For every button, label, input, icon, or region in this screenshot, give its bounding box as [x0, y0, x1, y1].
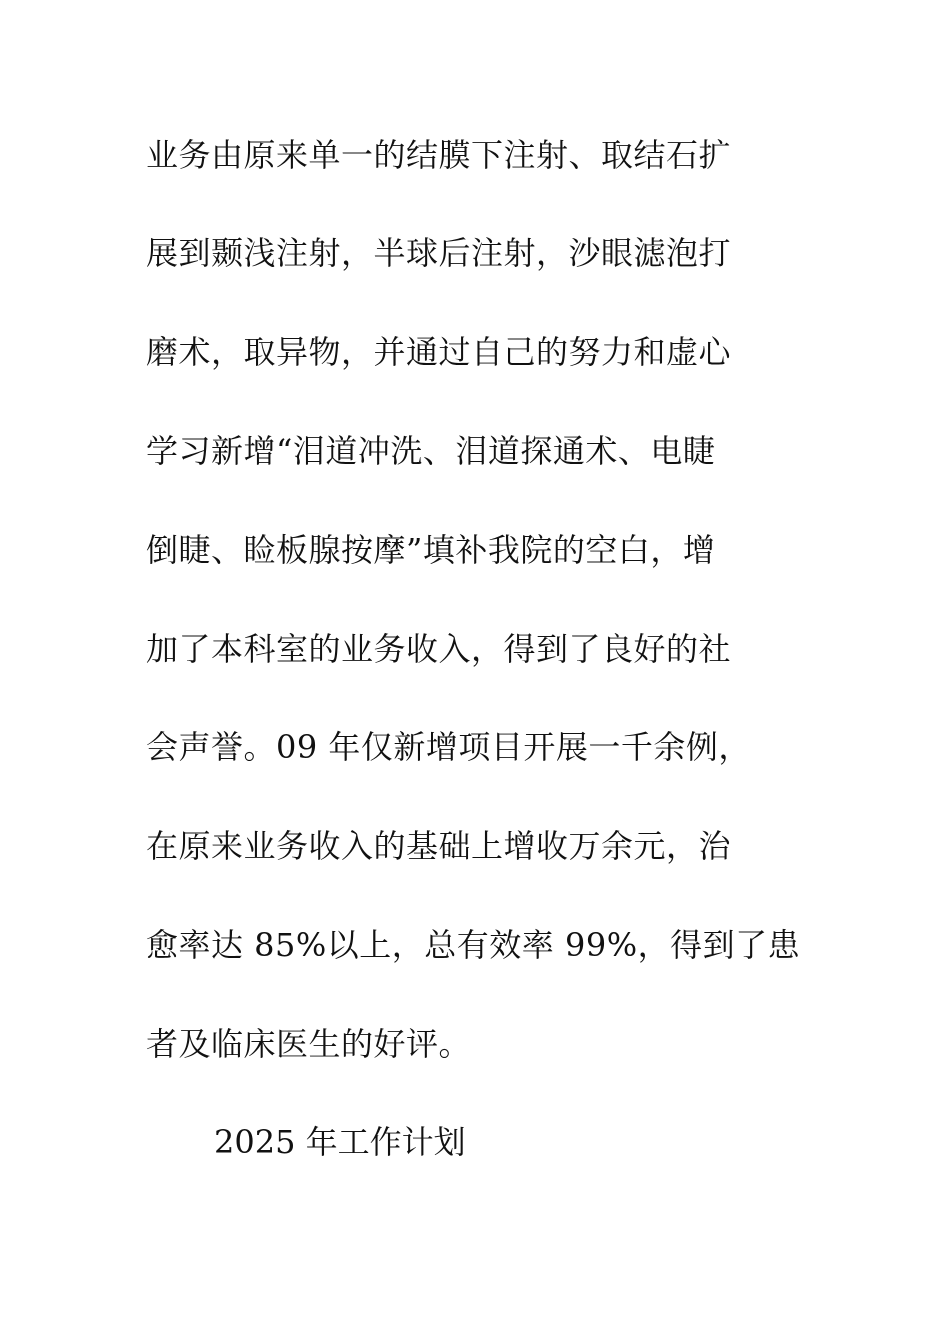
paragraph-line-10: 者及临床医生的好评。 [146, 1025, 472, 1063]
paragraph-line-7: 会声誉。09 年仅新增项目开展一千余例， [146, 728, 751, 766]
section-heading: 2025 年工作计划 [214, 1123, 466, 1161]
paragraph-line-6: 加了本科室的业务收入，得到了良好的社 [146, 630, 732, 668]
paragraph-line-3: 磨术，取异物，并通过自己的努力和虚心 [146, 333, 732, 371]
paragraph-line-8: 在原来业务收入的基础上增收万余元，治 [146, 827, 732, 865]
paragraph-line-9: 愈率达 85%以上，总有效率 99%，得到了患 [146, 926, 801, 964]
paragraph-line-1: 业务由原来单一的结膜下注射、取结石扩 [146, 136, 732, 174]
paragraph-line-2: 展到颞浅注射，半球后注射，沙眼滤泡打 [146, 234, 732, 272]
paragraph-line-4: 学习新增“泪道冲洗、泪道探通术、电睫 [146, 432, 716, 470]
paragraph-line-5: 倒睫、睑板腺按摩”填补我院的空白，增 [146, 531, 716, 569]
